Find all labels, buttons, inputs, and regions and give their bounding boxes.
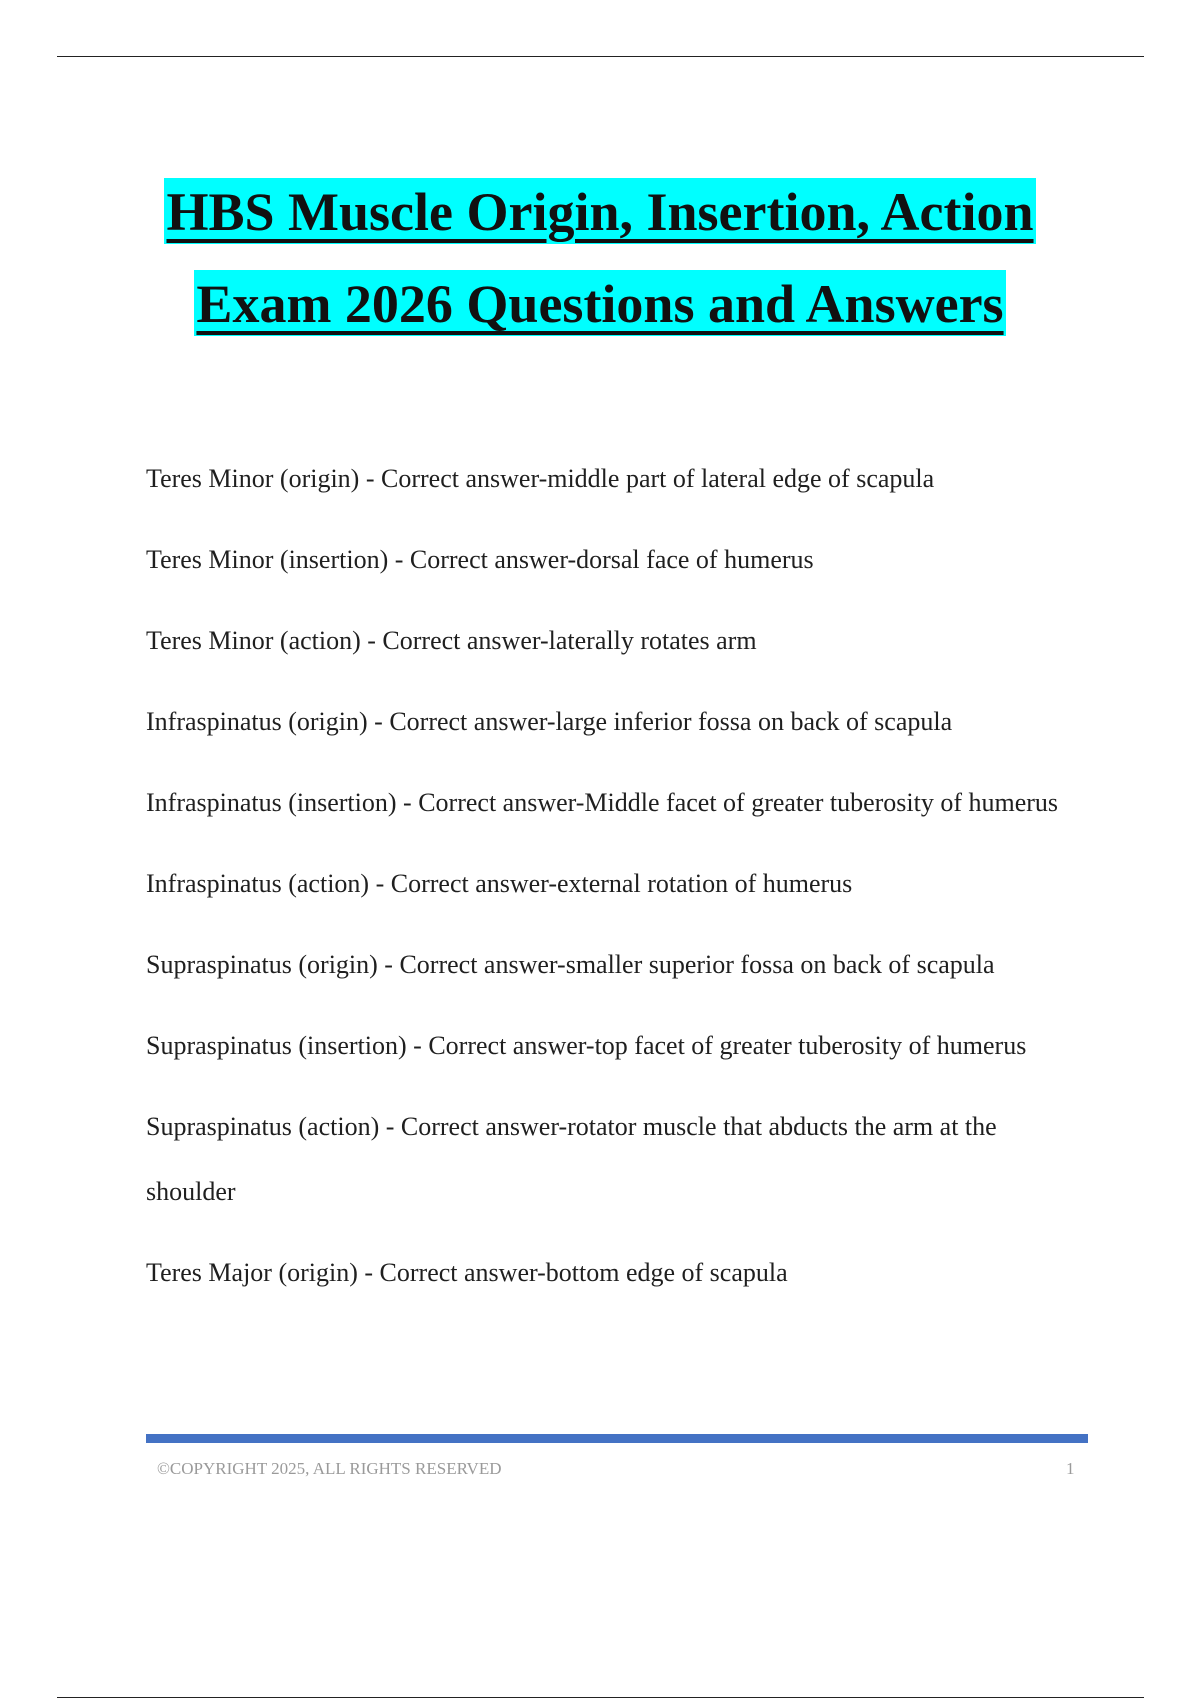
- qa-item: Supraspinatus (action) - Correct answer-rotator muscle that abducts the arm at the shoulder: [146, 1112, 997, 1206]
- qa-item: Teres Minor (origin) - Correct answer-middle part of lateral edge of scapula: [146, 464, 935, 493]
- qa-item: Infraspinatus (insertion) - Correct answer-Middle facet of greater tuberosity of humerus: [146, 788, 1059, 817]
- title-line-1: HBS Muscle Origin, Insertion, Action: [164, 178, 1035, 244]
- document-title: [0, 178, 1200, 336]
- qa-item: Supraspinatus (origin) - Correct answer-smaller superior fossa on back of scapula: [146, 950, 995, 979]
- bottom-rule: [57, 1697, 1144, 1698]
- qa-item: Teres Minor (insertion) - Correct answer-dorsal face of humerus: [146, 545, 814, 574]
- qa-item: Teres Minor (action) - Correct answer-laterally rotates arm: [146, 626, 757, 655]
- footer-divider-bar: [146, 1434, 1088, 1443]
- qa-list: [146, 446, 1086, 1321]
- qa-item: Infraspinatus (action) - Correct answer-external rotation of humerus: [146, 869, 853, 898]
- title-line-2: Exam 2026 Questions and Answers: [194, 270, 1005, 336]
- page-number: 1: [1066, 1459, 1075, 1478]
- qa-item: Infraspinatus (origin) - Correct answer-large inferior fossa on back of scapula: [146, 707, 953, 736]
- top-rule: [57, 56, 1144, 57]
- qa-item: Supraspinatus (insertion) - Correct answer-top facet of greater tuberosity of humerus: [146, 1031, 1027, 1060]
- footer-copyright: ©COPYRIGHT 2025, ALL RIGHTS RESERVED: [157, 1459, 502, 1478]
- qa-item: Teres Major (origin) - Correct answer-bottom edge of scapula: [146, 1258, 788, 1287]
